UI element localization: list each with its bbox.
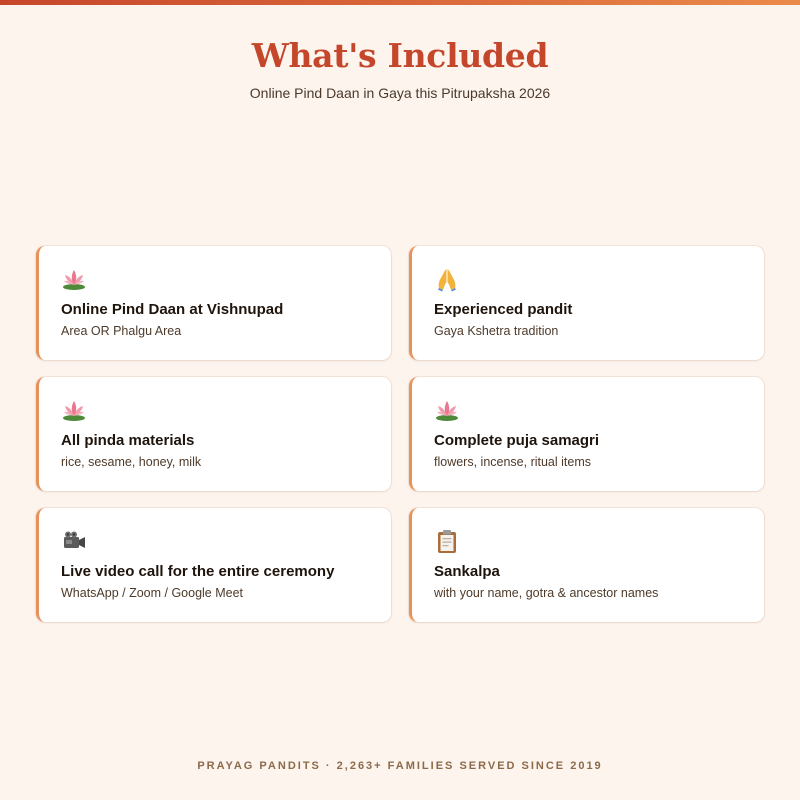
item-description: with your name, gotra & ancestor names	[434, 586, 659, 600]
item-title: All pinda materials	[61, 432, 195, 449]
lotus-icon	[61, 397, 87, 423]
folded-hands-icon	[434, 266, 460, 292]
footer-tagline: PRAYAG PANDITS · 2,263+ FAMILIES SERVED SINCE 2019	[197, 760, 603, 772]
lotus-icon	[61, 266, 87, 292]
item-title: Live video call for the entire ceremony	[61, 563, 335, 580]
header	[0, 36, 800, 102]
item-description: flowers, incense, ritual items	[434, 455, 592, 469]
page-subtitle: Online Pind Daan in Gaya this Pitrupaksha 2026	[249, 85, 551, 101]
lotus-icon	[434, 397, 460, 423]
included-item-card	[409, 508, 764, 622]
item-description: Gaya Kshetra tradition	[434, 324, 559, 338]
included-item-card	[36, 508, 391, 622]
item-title: Complete puja samagri	[434, 432, 600, 449]
top-accent-bar	[0, 0, 800, 5]
item-title: Experienced pandit	[434, 301, 573, 318]
clipboard-icon	[434, 528, 460, 554]
page-title: What's Included	[251, 36, 549, 75]
item-title: Sankalpa	[434, 563, 500, 580]
included-item-card	[36, 246, 391, 360]
included-item-card	[409, 246, 764, 360]
item-title: Online Pind Daan at Vishnupad	[61, 301, 284, 318]
item-description: rice, sesame, honey, milk	[61, 455, 202, 469]
item-description: WhatsApp / Zoom / Google Meet	[61, 586, 244, 600]
included-item-card	[409, 377, 764, 491]
video-camera-icon	[61, 528, 87, 554]
included-items-grid	[36, 246, 764, 622]
included-item-card	[36, 377, 391, 491]
item-description: Area OR Phalgu Area	[61, 324, 182, 338]
